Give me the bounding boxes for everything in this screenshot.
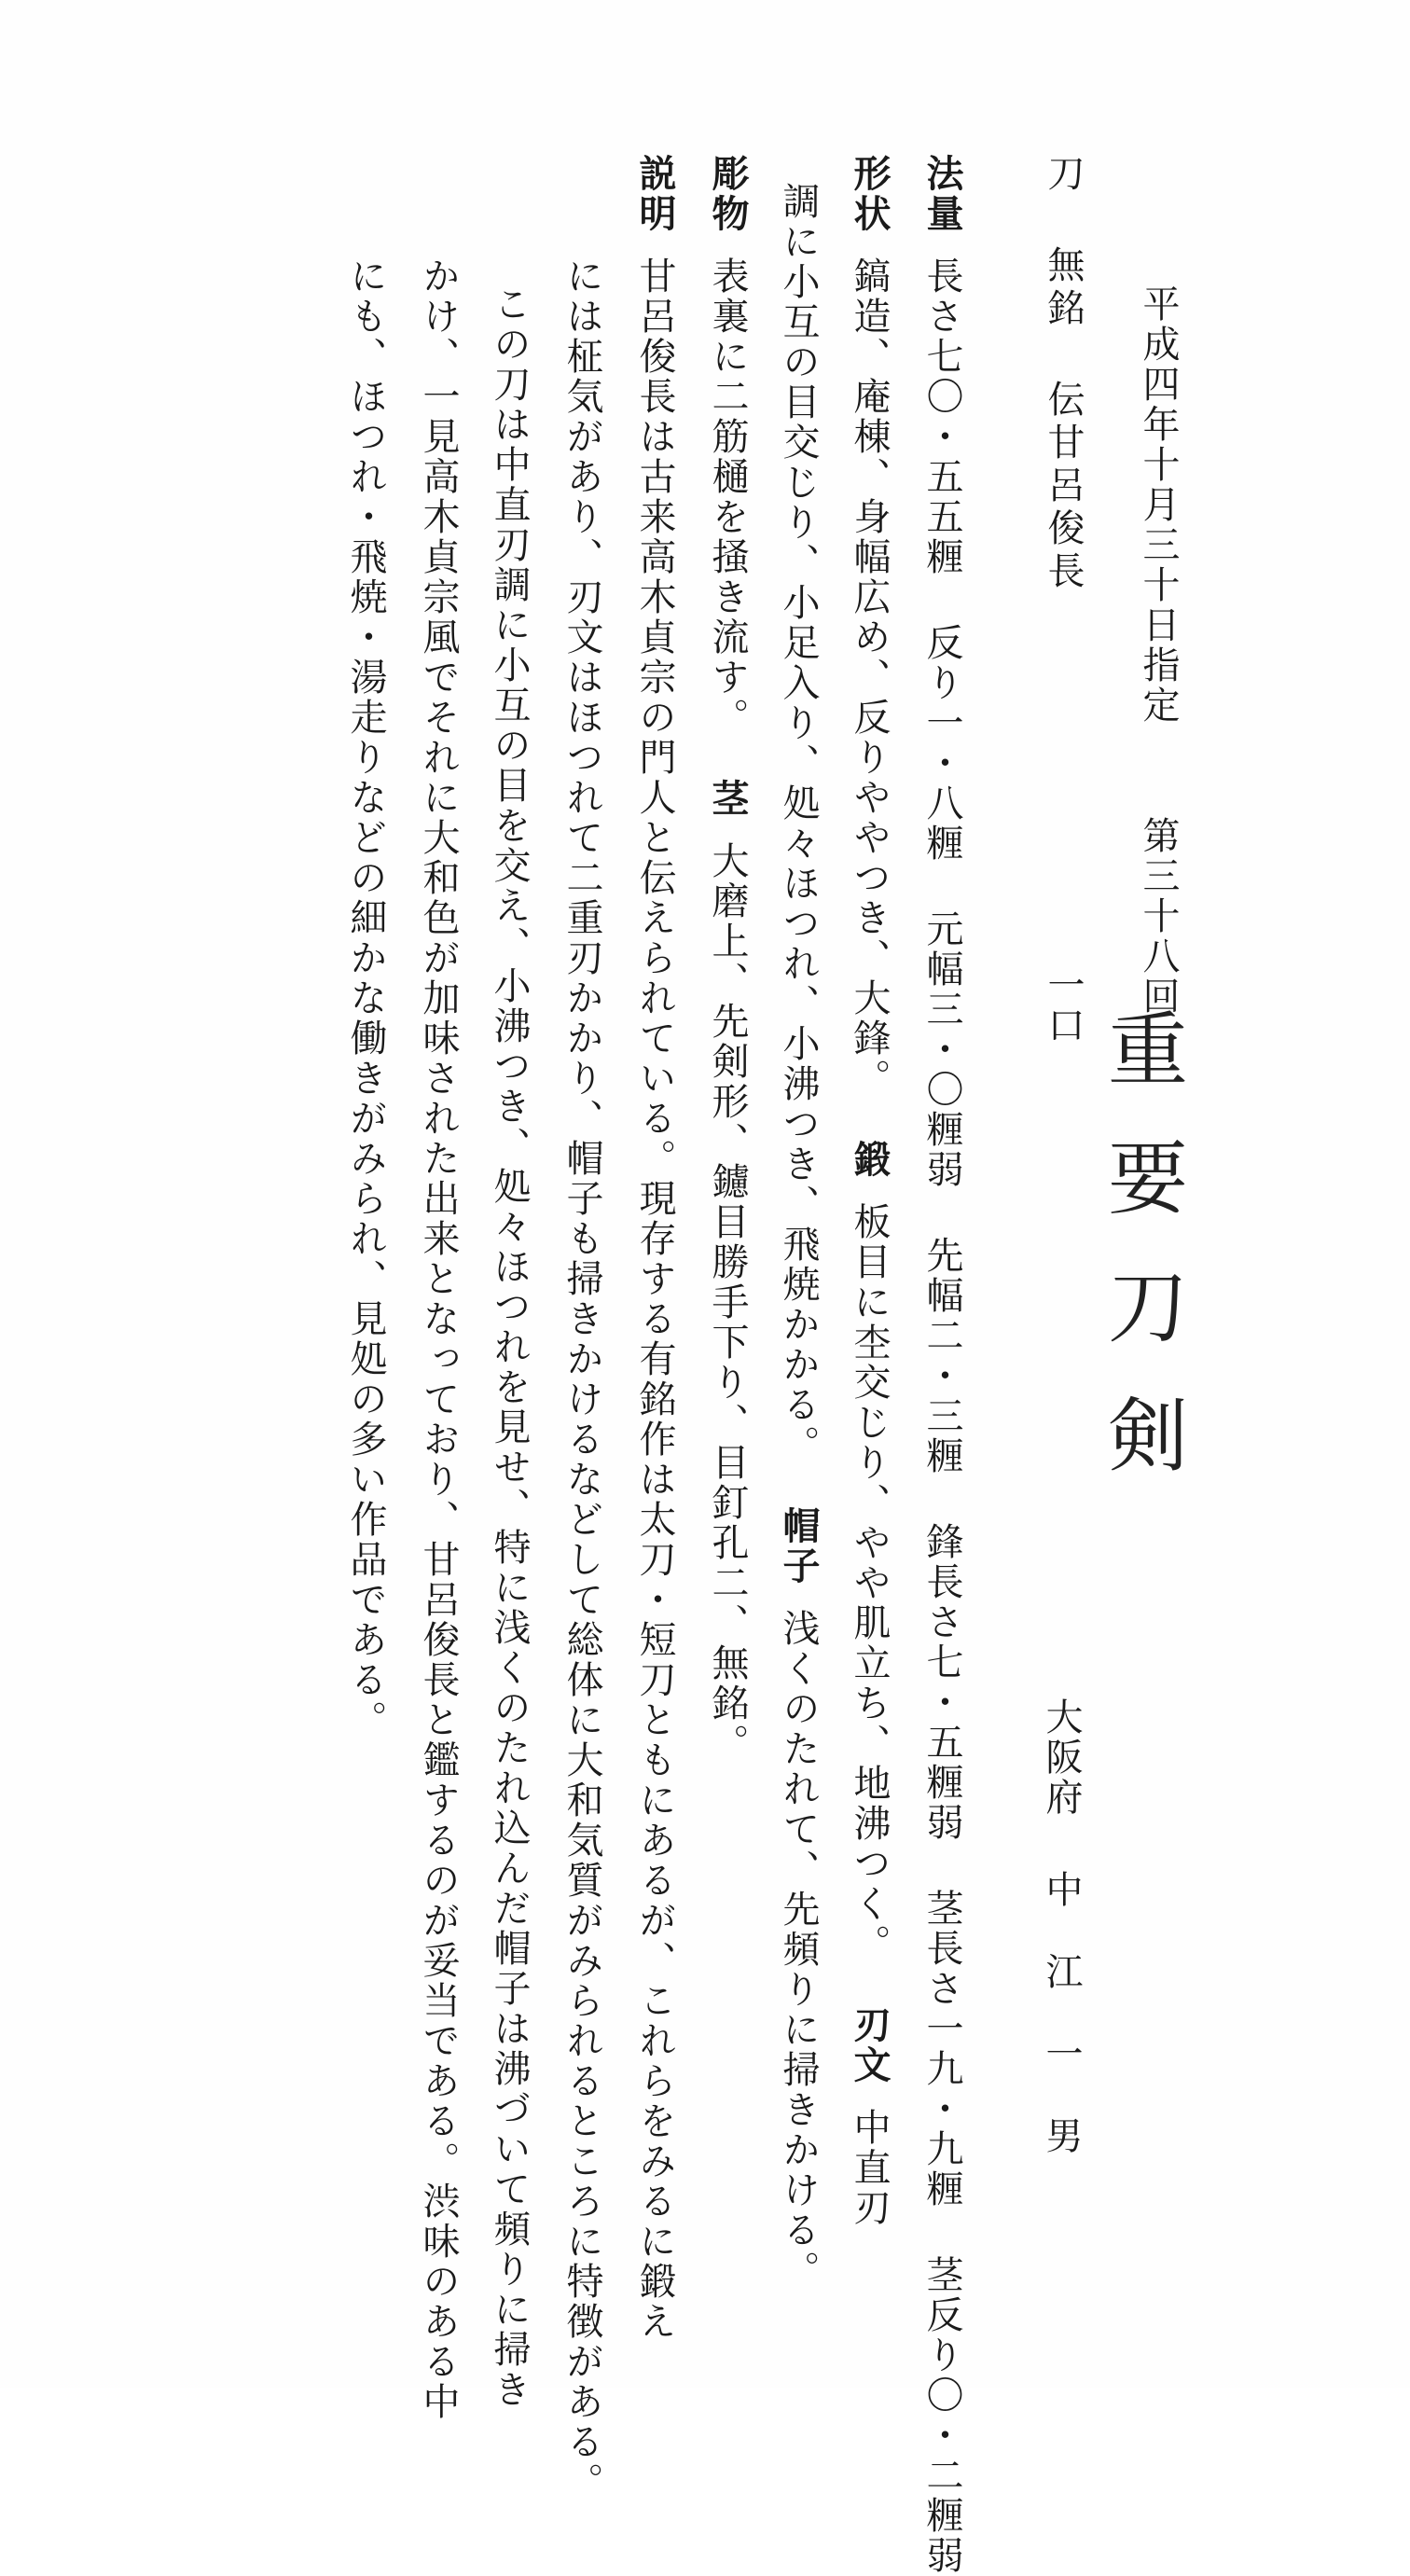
hamon-text-cont: 調に小互の目交じり、小足入り、処々ほつれ、小沸つき、飛焼かかる。 [777, 182, 820, 1465]
item-type [1042, 154, 1085, 594]
nakago-label: 茎 [706, 779, 749, 819]
prefecture: 大阪府 [1040, 1697, 1083, 1818]
horyo-column [920, 154, 963, 2576]
setsumei-column-2: には柾気があり、刃文はほつれて二重刃かかり、帽子も掃きかけるなどして総体に大和気質がみられるところに特徴がある。 [560, 256, 603, 2502]
hamon-text-start: 中直刃 [848, 2108, 891, 2228]
horimono-label: 彫物 [706, 154, 749, 234]
setsumei-column-3: この刀は中直刃調に小互の目を交え、小沸つき、処々ほつれを見せ、特に浅くのたれ込んだ帽子は沸づいて頻りに掃き [488, 284, 531, 2410]
boshi-text: 浅くのたれて、先頻りに掃きかける。 [777, 1609, 820, 2291]
keijo-label: 形状 [848, 154, 891, 234]
setsumei-column-4: かけ、一見高木貞宗風でそれに大和色が加味された出来となっており、甘呂俊長と鑑するのが妥当である。渋味のある中 [417, 256, 460, 2422]
kitae-text: 板目に杢交じり、やや肌立ち、地沸つく。 [848, 1202, 891, 1964]
horyo-text: 長さ七〇・五五糎 反り一・八糎 元幅三・〇糎弱 先幅二・三糎 鋒長さ七・五糎弱 茎長さ一九・九糎 茎反り〇・二糎弱 [920, 256, 963, 2576]
horyo-label: 法量 [920, 154, 963, 234]
horimono-column [706, 154, 749, 1764]
hamon-continuation-column [777, 182, 820, 2291]
keijo-column [848, 154, 891, 2228]
hamon-label: 刃文 [848, 2005, 891, 2085]
session-number: 第三十八回 [1137, 816, 1180, 1017]
keijo-text: 鎬造、庵棟、身幅広め、反りややつき、大鋒。 [848, 256, 891, 1099]
item-type-text: 刀 無銘 伝甘呂俊長 [1042, 154, 1085, 594]
horimono-text: 表裏に二筋樋を掻き流す。 [706, 256, 749, 738]
kitae-label: 鍛 [848, 1140, 891, 1180]
boshi-label: 帽子 [777, 1506, 820, 1586]
item-count: 一口 [1042, 965, 1085, 1046]
owner-name: 中江一男 [1040, 1870, 1083, 2198]
setsumei-column-5: にも、ほつれ・飛焼・湯走りなどの細かな働きがみられ、見処の多い作品である。 [344, 256, 387, 1740]
setsumei-column-1 [633, 154, 676, 2342]
setsumei-line-1: 甘呂俊長は古来高木貞宗の門人と伝えられている。現存する有銘作は太刀・短刀ともにあるが、これらをみるに鍛え [633, 256, 676, 2342]
nakago-text: 大磨上、先剣形、鑢目勝手下り、目釘孔二、無銘。 [706, 841, 749, 1764]
designation-date: 平成四年十月三十日指定 [1137, 284, 1180, 726]
setsumei-label: 説明 [633, 154, 676, 234]
document-title: 重要刀剣 [1094, 1007, 1187, 1522]
